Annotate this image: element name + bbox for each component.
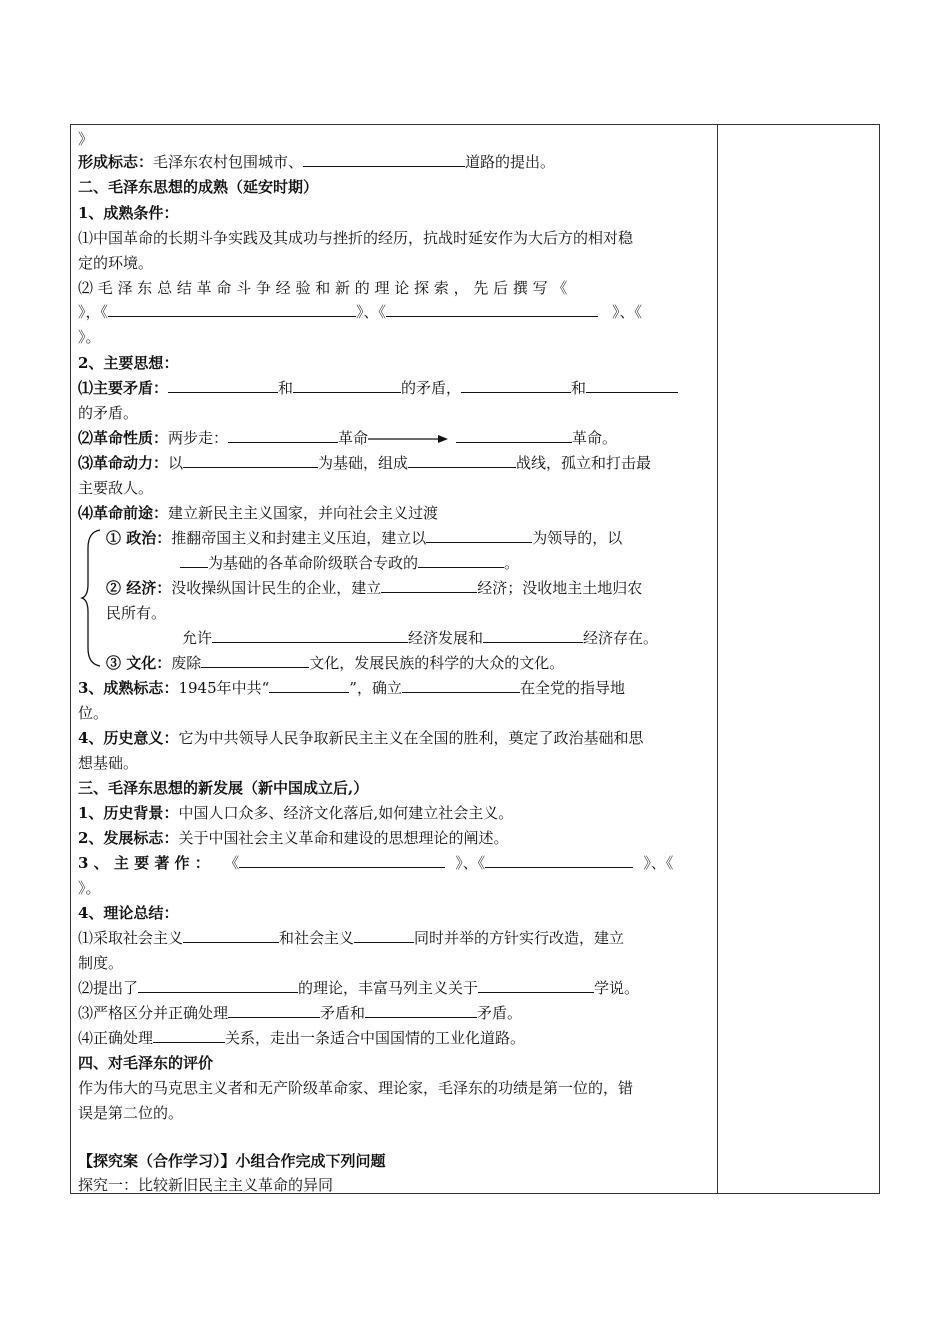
text: 两步走： (168, 429, 229, 447)
text: 》、《 (356, 303, 387, 321)
text-line (78, 377, 678, 399)
blank (354, 927, 414, 943)
text: 矛盾。 (477, 1004, 523, 1022)
text-line (106, 527, 622, 549)
section-heading: 【探究案（合作学习）】小组合作完成下列问题 (78, 1152, 386, 1170)
text: 革命 (338, 429, 369, 447)
text: 的理论，丰富马列主义关于 (298, 979, 479, 997)
text: 》、《 (455, 854, 486, 872)
text-line (106, 577, 642, 599)
section-heading: 二、毛泽东思想的成熟（延安时期） (78, 178, 319, 196)
text: 废除 (171, 654, 202, 672)
text-line (78, 151, 555, 173)
blank (478, 977, 594, 993)
blank (201, 652, 309, 668)
text: ⑷正确处理 (78, 1029, 154, 1047)
text: 没收操纵国计民生的企业，建立 (171, 579, 382, 597)
blank (456, 427, 572, 443)
text-line (78, 427, 617, 449)
blank (402, 677, 520, 693)
text-line: 位。 (78, 704, 109, 722)
blank (365, 1002, 477, 1018)
text: 《 (231, 854, 240, 872)
label: 4、历史意义： (78, 729, 179, 747)
blank (228, 427, 338, 443)
text-line: 误是第二位的。 (78, 1104, 184, 1122)
text: 道路的提出。 (465, 153, 556, 171)
subheading: 4、理论总结： (78, 904, 179, 922)
blank (485, 852, 633, 868)
text-line: 》。 (78, 879, 101, 897)
blank (239, 852, 445, 868)
curly-brace (80, 528, 104, 668)
text: 》、《 (612, 303, 643, 321)
blank (418, 552, 504, 568)
arrow-right-icon (368, 434, 450, 444)
text-line: 定的环境。 (78, 254, 154, 272)
text-line: 制度。 (78, 954, 124, 972)
text-line (78, 502, 438, 524)
blank (386, 301, 598, 317)
text: 》，《 (78, 303, 109, 321)
text: 它为中共领导人民争取新民主主义在全国的胜利，奠定了政治基础和思 (178, 729, 644, 747)
text-line (78, 852, 673, 874)
text: 允许 (182, 629, 213, 647)
blank (303, 151, 465, 167)
text: ”，确立 (349, 679, 402, 697)
text-line (78, 1002, 522, 1024)
text-line (78, 727, 643, 749)
blank (183, 927, 279, 943)
blank (138, 977, 298, 993)
text-line: 》 (78, 130, 94, 148)
label: ① 政治： (106, 529, 172, 547)
blank (408, 452, 516, 468)
blank (108, 301, 356, 317)
text: 在全党的指导地 (519, 679, 625, 697)
text: 毛泽东农村包围城市、 (153, 153, 304, 171)
text-line (78, 827, 508, 849)
blank (180, 552, 208, 568)
label: 3、成熟标志： (78, 679, 179, 697)
text-line (78, 1027, 525, 1049)
text: 推翻帝国主义和封建主义压迫，建立以 (171, 529, 427, 547)
text: 的矛盾， (401, 379, 462, 397)
text: 学说。 (594, 979, 640, 997)
text-line: 想基础。 (78, 754, 139, 772)
text-line (182, 627, 658, 649)
text: 同时并举的方针实行改造，建立 (414, 929, 625, 947)
section-heading: 三、毛泽东思想的新发展（新中国成立后,） (78, 779, 369, 797)
text-line: 作为伟大的马克思主义者和无产阶级革命家、理论家，毛泽东的功绩是第一位的，错 (78, 1079, 634, 1097)
label: ⑴主要矛盾： (78, 379, 169, 397)
text: ⑴采取社会主义 (78, 929, 184, 947)
column-divider (717, 125, 718, 1193)
blank (269, 677, 349, 693)
text-line: 主要敌人。 (78, 479, 154, 497)
text: 为领导的，以 (532, 529, 623, 547)
text: 和 (571, 379, 587, 397)
text-line (78, 802, 513, 824)
text: 经济存在。 (583, 629, 659, 647)
text: ⑵提出了 (78, 979, 139, 997)
label: 1、历史背景： (78, 804, 179, 822)
text-line: ⑴中国革命的长期斗争实践及其成功与挫折的经历，抗战时延安作为大后方的相对稳 (78, 229, 634, 247)
subheading: 2、主要思想： (78, 354, 179, 372)
blank (426, 527, 532, 543)
label: ⑵革命性质： (78, 429, 169, 447)
text: 为基础，组成 (318, 454, 409, 472)
text-line: ⑵ 毛 泽 东 总 结 革 命 斗 争 经 验 和 新 的 理 论 探 索 ， 先 后 撰 写 《 (78, 279, 568, 297)
text: 战线，孤立和打击最 (516, 454, 652, 472)
text: 为基础的各革命阶级联合专政的 (208, 554, 419, 572)
label: 形成标志： (78, 153, 154, 171)
text-line (78, 301, 642, 323)
blank (228, 1002, 320, 1018)
blank (483, 627, 583, 643)
text-line (78, 677, 625, 699)
text-line (106, 652, 564, 674)
text-line (180, 552, 519, 574)
text: 中国人口众多、经济文化落后,如何建立社会主义。 (178, 804, 514, 822)
text: 关系，走出一条适合中国国情的工业化道路。 (225, 1029, 526, 1047)
label: 2、发展标志： (78, 829, 179, 847)
label: ③ 文化： (106, 654, 172, 672)
text-line: 的矛盾。 (78, 404, 139, 422)
blank (586, 377, 678, 393)
text: 和社会主义 (279, 929, 355, 947)
blank (212, 627, 408, 643)
text: 经济发展和 (408, 629, 484, 647)
blank (183, 452, 318, 468)
text: 和 (278, 379, 294, 397)
text-line (78, 977, 639, 999)
subheading: 1、成熟条件： (78, 204, 179, 222)
blank (168, 377, 278, 393)
blank (381, 577, 477, 593)
text: 。 (504, 554, 520, 572)
text: 关于中国社会主义革命和建设的思想理论的阐述。 (178, 829, 509, 847)
blank (153, 1027, 225, 1043)
text-line: 》。 (78, 328, 101, 346)
text: 1945年中共“ (178, 679, 270, 697)
text: 文化，发展民族的科学的大众的文化。 (309, 654, 565, 672)
label: ② 经济： (106, 579, 172, 597)
text: ⑶严格区分并正确处理 (78, 1004, 229, 1022)
text: 矛盾和 (320, 1004, 366, 1022)
text: 》、《 (643, 854, 674, 872)
section-heading: 四、对毛泽东的评价 (78, 1054, 214, 1072)
label: 3 、 主 要 著 作 ： (78, 854, 210, 872)
text-line (78, 927, 624, 949)
label: ⑶革命动力： (78, 454, 169, 472)
text: 革命。 (572, 429, 618, 447)
text: 经济；没收地主土地归农 (477, 579, 643, 597)
text-line: 探究一：比较新旧民主主义革命的异同 (78, 1176, 334, 1194)
blank (293, 377, 401, 393)
text-line (78, 452, 651, 474)
text-line: 民所有。 (106, 604, 167, 622)
blank (461, 377, 571, 393)
text: 建立新民主主义国家，并向社会主义过渡 (168, 504, 439, 522)
label: ⑷革命前途： (78, 504, 169, 522)
text: 以 (168, 454, 184, 472)
